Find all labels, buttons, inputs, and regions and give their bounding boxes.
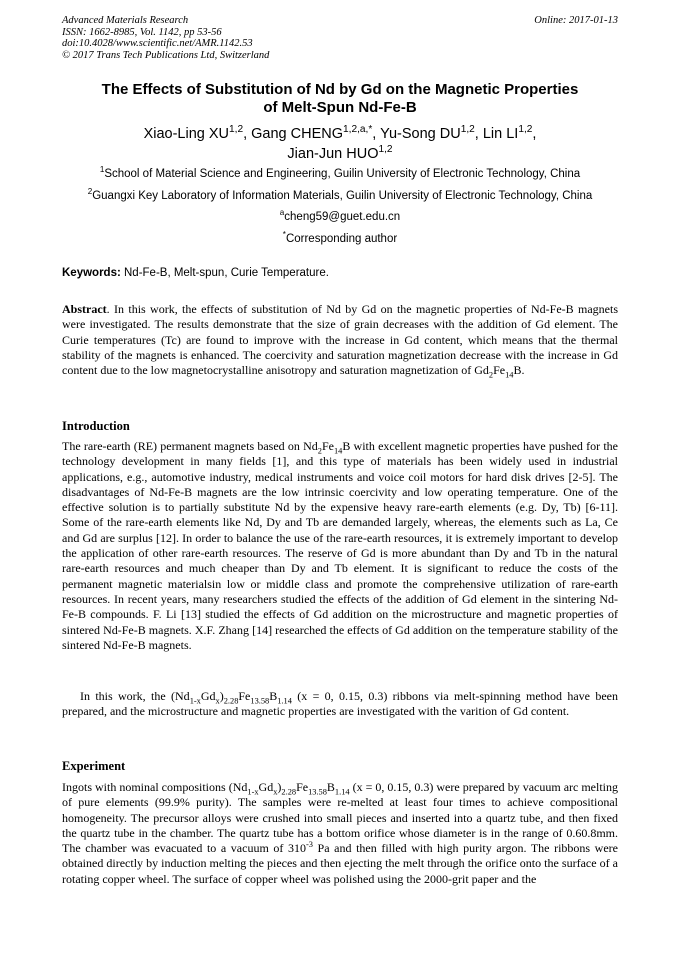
author-affil-sup: 1,2 <box>460 124 475 136</box>
author-list <box>62 124 618 164</box>
author: Yu-Song DU <box>380 126 461 142</box>
email-address[interactable]: cheng59@guet.edu.cn <box>284 211 401 223</box>
intro-text: (x = 0, 0.15, 0.3) ribbons via melt-spinning method have been prepared, and the microstructure and magnetic properties are investigated with the varition of Gd content. <box>62 689 618 719</box>
abstract-label: Abstract <box>62 302 107 316</box>
intro-text: Fe <box>238 689 251 703</box>
affiliation-2-sup: 2 <box>87 187 93 197</box>
abstract-text: . In this work, the effects of substitution of Nd by Gd on the magnetic properties of Nd-Fe-B magnets were investigated. The results demonstrate that the size of grain decreases with the addition of Gd element. The Curie temperatures (Tc) are found to improve with the increase in Gd content, which means that the thermal stability of the magnets is enhanced. The coercivity and saturation magnetization decrease with the increase in Gd content due to the low magnetocrystalline anisotropy and saturation magnetization of Gd <box>62 302 618 378</box>
experiment-text: Fe <box>296 780 309 794</box>
formula-text: Fe <box>493 363 506 378</box>
title-line-2: of Melt-Spun Nd-Fe-B <box>263 99 417 116</box>
intro-text: In this work, the (Nd <box>80 689 190 703</box>
author-affil-sup: 1,2 <box>518 124 533 136</box>
experiment-text: (x = 0, 0.15, 0.3) were prepared by vacuum arc melting of pure elements (99.9% purity). The samples were re-melted at least four times to achieve compositional homogeneity. The precursor alloys were crushed into small pieces and inserted into a quartz tube, and then fixed the quartz tube in the chamber. The quartz tube has a bottom orifice whose diameter is in the range of 0.60.8mm. The chamber was evacuated to a vacuum of 310 <box>62 780 619 856</box>
corresponding-note <box>62 232 618 246</box>
formula-sub: x <box>215 696 220 706</box>
affiliation-1 <box>62 167 618 181</box>
author-separator: , <box>474 126 483 142</box>
intro-text: B with excellent magnetic properties have pushed for the technology development in many fields [1], and this type of materials has been widely used in industrial applications, e.g., automotive industry, medical instruments and voice coil motors for hard disk drives [2-5]. The disadvantages of Nd-Fe-B magnets are the low intrinsic coercivity and low operating temperature. One of the effective solution is to partially substitute Nd by the expensive heavy rare-earth elements (e.g. Dy, Tb) [6-11]. Some of the rare-earth elements like Nd, Dy and Tb are demanded largely, whereas, the elements such as La, Ce and Gd are surplus [12]. In order to balance the use of the rare-earth resources, it is extremely important to develop the application of other rare-earth resources. The reserve of Gd is more abundant than Dy and Tb in the natural rare-earth resources and much cheaper than Dy and Tb element. It is significant to reduce the costs of the permanent magnetic materialsin low or middle class and promote the comprehensive utilization of rare-earth resources. In recent years, many researchers studied the effects of the addition of Gd element in the sintering Nd-Fe-B compounds. F. Li [13] studied the effects of Gd addition on the microstructure and magnetic properties of sintered Nd-Fe-B magnets. X.F. Zhang [14] researched the effects of Gd addition on the temperature stability of the sintered Nd-Fe-B magnets. <box>62 439 618 652</box>
corresponding-sup: * <box>282 230 286 240</box>
contact-email <box>62 210 618 224</box>
affiliation-1-sup: 1 <box>99 165 105 175</box>
experiment-heading: Experiment <box>62 759 126 773</box>
introduction-paragraph-1 <box>62 439 618 653</box>
affiliation-1-text: School of Material Science and Engineering, Guilin University of Electronic Technology, China <box>104 168 581 180</box>
title-line-1: The Effects of Substitution of Nd by Gd on the Magnetic Properties <box>101 81 579 98</box>
keywords <box>62 266 618 280</box>
formula-sub: 2.28 <box>223 696 239 706</box>
journal-header <box>62 15 618 61</box>
author-separator: , <box>372 126 381 142</box>
keywords-label: Keywords: <box>62 267 121 279</box>
online-date: Online: 2017-01-13 <box>534 15 618 26</box>
experiment-text: ) <box>277 780 282 794</box>
affiliation-2-text: Guangxi Key Laboratory of Information Materials, Guilin University of Electronic Technology, China <box>92 190 593 202</box>
affiliation-2 <box>62 189 618 203</box>
formula-sub: 13.58 <box>308 787 327 797</box>
formula-sub: x <box>273 787 278 797</box>
issn-line: ISSN: 1662-8985, Vol. 1142, pp 53-56 <box>62 26 222 38</box>
abstract <box>62 302 618 378</box>
author: Xiao-Ling XU <box>143 126 229 142</box>
author: Lin LI <box>482 126 519 142</box>
experiment-text: Ingots with nominal compositions (Nd <box>62 780 248 794</box>
copyright-line: © 2017 Trans Tech Publications Ltd, Switzerland <box>62 49 270 61</box>
doi-line[interactable]: doi:10.4028/www.scientific.net/AMR.1142.53 <box>62 38 253 49</box>
formula-sub: 1.14 <box>277 696 292 706</box>
introduction-heading: Introduction <box>62 419 130 433</box>
author-affil-sup: 1,2 <box>378 144 393 156</box>
author: Gang CHENG <box>251 126 344 142</box>
experiment-paragraph <box>62 780 618 887</box>
exponent-sup: -3 <box>305 840 313 850</box>
intro-text: Fe <box>321 439 334 453</box>
experiment-text: Gd <box>258 780 274 794</box>
keywords-text: Nd-Fe-B, Melt-spun, Curie Temperature. <box>120 267 329 279</box>
formula-sub: 14 <box>333 446 343 456</box>
corresponding-text: Corresponding author <box>285 233 398 245</box>
introduction-paragraph-2 <box>62 689 618 720</box>
formula-sub: 14 <box>505 370 514 380</box>
formula-sub: 13.58 <box>250 696 270 706</box>
intro-text: Gd <box>200 689 216 703</box>
formula-sub: 2.28 <box>281 787 297 797</box>
formula-sub: 2 <box>317 446 322 456</box>
author-affil-sup: 1,2,a,* <box>343 124 373 136</box>
experiment-text: B <box>326 780 335 794</box>
experiment-text: Pa and then filled with high purity argon. The ribbons were obtained directly by induction melting the pieces and then ejecting the melt through the orifice onto the surface of a rotating copper wheel. The surface of copper wheel was polished using the 2000-grit paper and the <box>62 841 618 886</box>
intro-text: The rare-earth (RE) permanent magnets based on Nd <box>62 439 318 453</box>
formula-sub: 1-x <box>189 696 201 706</box>
formula-text: B. <box>513 363 525 378</box>
author-affil-sup: 1,2 <box>229 124 244 136</box>
author-separator: , <box>243 126 252 142</box>
paper-title <box>62 81 618 117</box>
email-sup: a <box>279 208 285 218</box>
intro-text: B <box>269 689 278 703</box>
author: Jian-Jun HUO <box>287 146 379 162</box>
formula-sub: 1-x <box>247 787 259 797</box>
formula-sub: 1.14 <box>334 787 350 797</box>
formula-sub: 2 <box>488 370 494 380</box>
author-separator: , <box>532 126 537 142</box>
intro-text: ) <box>219 689 224 703</box>
journal-name: Advanced Materials Research <box>62 15 189 26</box>
